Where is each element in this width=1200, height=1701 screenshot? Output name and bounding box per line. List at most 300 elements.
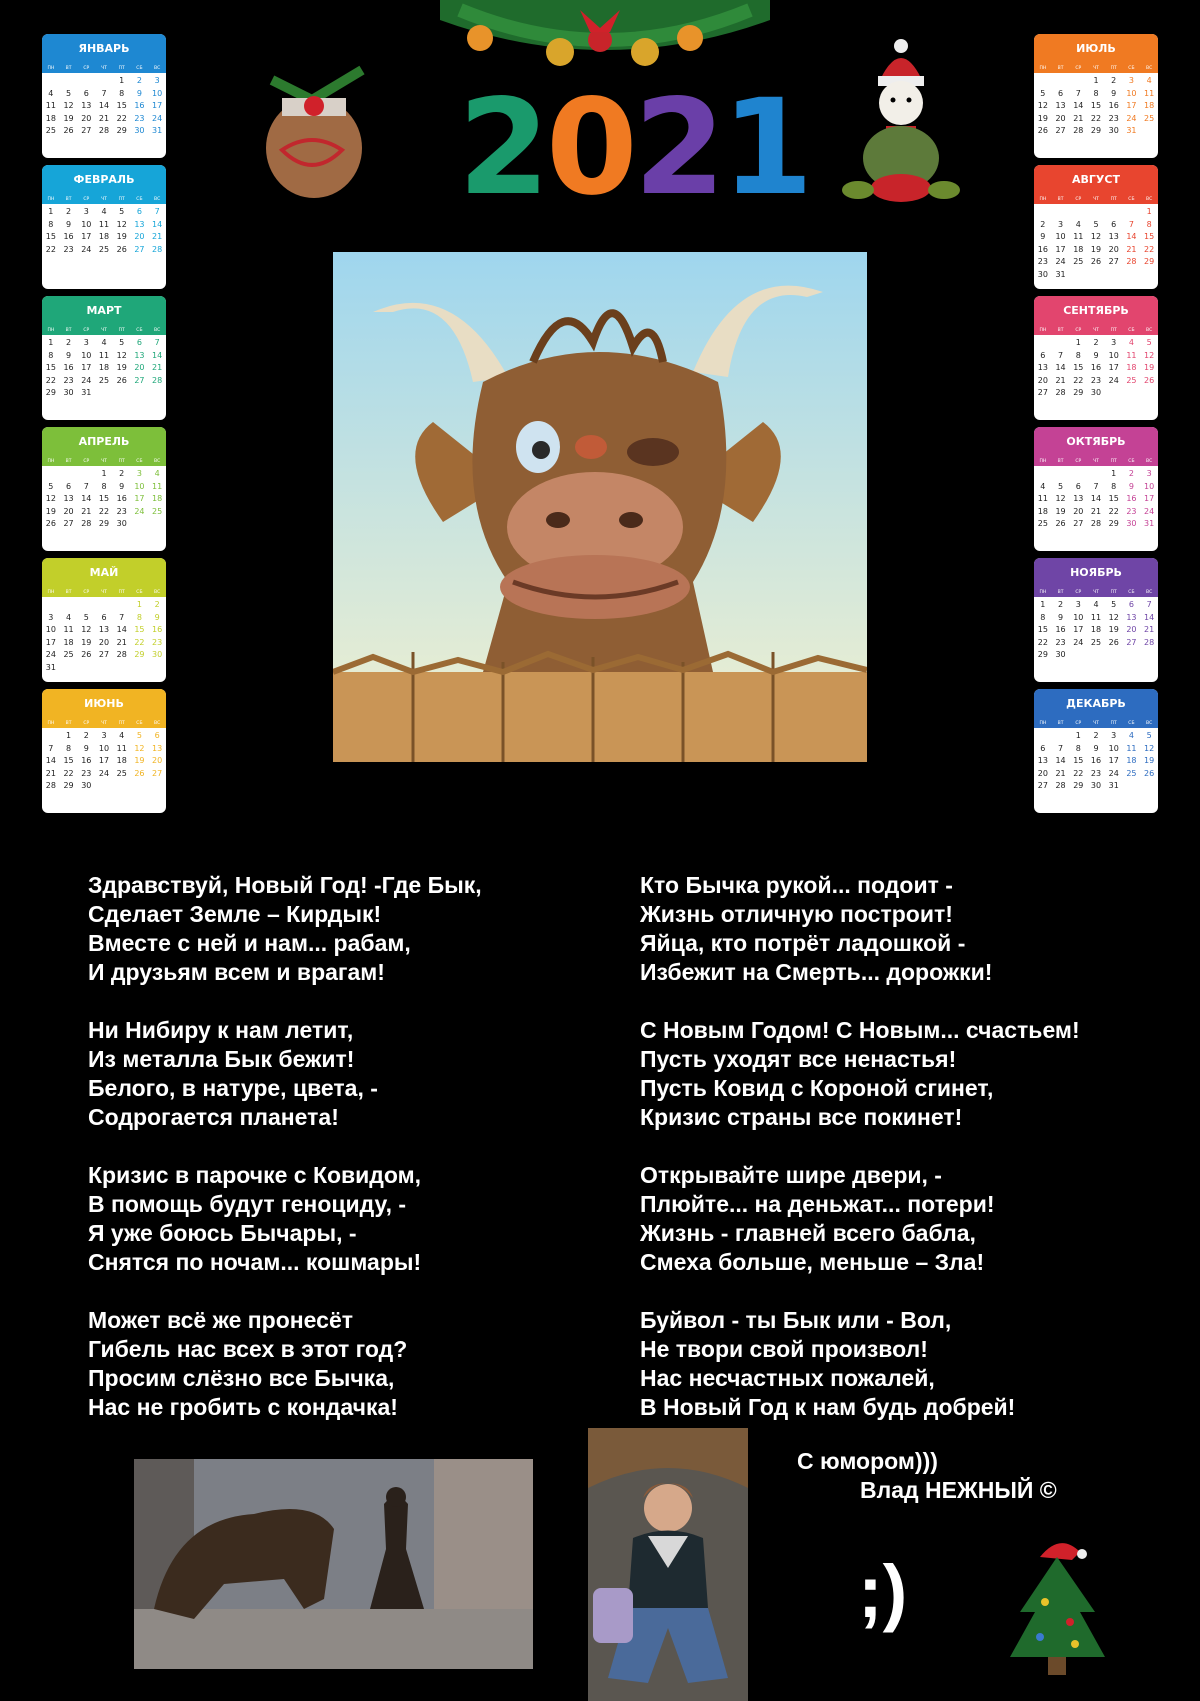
weekday-label: СР bbox=[1075, 197, 1082, 202]
day-number: 1 bbox=[48, 338, 54, 347]
day-number: 12 bbox=[1144, 743, 1155, 753]
weekday-label: СР bbox=[83, 459, 90, 464]
day-number: 13 bbox=[98, 625, 110, 634]
day-number: 7 bbox=[1075, 88, 1081, 98]
day-number: 25 bbox=[1037, 519, 1048, 528]
day-number: 30 bbox=[81, 781, 92, 790]
day-number: 29 bbox=[134, 650, 145, 659]
gift-sack-icon bbox=[252, 40, 382, 200]
day-number: 28 bbox=[1073, 126, 1084, 135]
day-number: 23 bbox=[81, 768, 92, 778]
day-number: 5 bbox=[66, 88, 72, 98]
day-number: 18 bbox=[1126, 363, 1137, 372]
day-number: 26 bbox=[1090, 257, 1102, 266]
day-number: 15 bbox=[1073, 363, 1084, 372]
day-number: 7 bbox=[154, 207, 160, 216]
weekday-row bbox=[1034, 588, 1158, 597]
calendar-month bbox=[1034, 165, 1158, 289]
day-number: 11 bbox=[1126, 350, 1137, 360]
weekday-label: ВТ bbox=[1057, 721, 1064, 726]
day-number: 17 bbox=[81, 363, 92, 372]
day-number: 21 bbox=[1126, 244, 1137, 254]
day-number: 19 bbox=[1108, 625, 1119, 634]
day-number: 26 bbox=[63, 126, 74, 135]
day-number: 25 bbox=[98, 244, 110, 254]
day-number: 21 bbox=[1055, 768, 1066, 778]
empty-day bbox=[60, 599, 78, 612]
day-number: 23 bbox=[63, 375, 74, 385]
day-number: 18 bbox=[98, 232, 110, 241]
day-number: 11 bbox=[1144, 88, 1155, 98]
empty-day bbox=[1034, 337, 1052, 350]
day-grid bbox=[42, 599, 166, 674]
weekday-label: ВТ bbox=[1057, 590, 1064, 595]
day-number: 15 bbox=[1037, 625, 1048, 634]
empty-day bbox=[1052, 468, 1070, 481]
weekday-label: СБ bbox=[1128, 328, 1135, 333]
day-number: 15 bbox=[63, 756, 74, 765]
day-number: 20 bbox=[152, 756, 163, 765]
empty-day bbox=[1069, 75, 1087, 88]
day-number: 31 bbox=[1108, 781, 1119, 790]
day-number: 20 bbox=[1055, 113, 1066, 123]
weekday-row bbox=[42, 326, 166, 335]
day-number: 13 bbox=[1037, 756, 1048, 765]
day-number: 10 bbox=[1055, 232, 1066, 241]
day-number: 8 bbox=[66, 743, 72, 753]
day-number: 17 bbox=[1144, 494, 1155, 503]
day-number: 29 bbox=[63, 781, 74, 790]
weekday-label: ВС bbox=[1146, 197, 1153, 202]
garland-decoration bbox=[440, 0, 770, 80]
day-number: 17 bbox=[98, 756, 110, 765]
day-number: 2 bbox=[83, 731, 89, 740]
day-number: 25 bbox=[45, 126, 56, 135]
day-number: 25 bbox=[1126, 768, 1137, 778]
weekday-label: ПН bbox=[47, 328, 55, 333]
calendar-month bbox=[1034, 34, 1158, 158]
weekday-label: ВС bbox=[1146, 590, 1153, 595]
day-number: 6 bbox=[154, 731, 160, 740]
month-name: НОЯБРЬ bbox=[1034, 558, 1158, 588]
empty-day bbox=[1052, 75, 1070, 88]
day-number: 4 bbox=[1040, 481, 1046, 491]
day-number: 12 bbox=[45, 494, 56, 503]
empty-day bbox=[1034, 730, 1052, 743]
weekday-label: ПН bbox=[1039, 328, 1047, 333]
day-number: 29 bbox=[1073, 781, 1084, 790]
day-number: 15 bbox=[1090, 101, 1102, 110]
day-number: 9 bbox=[1093, 350, 1099, 360]
day-number: 28 bbox=[1055, 388, 1066, 397]
day-number: 18 bbox=[1126, 756, 1137, 765]
day-number: 13 bbox=[1126, 612, 1137, 622]
calendar-month bbox=[42, 296, 166, 420]
weekday-label: СР bbox=[83, 66, 90, 71]
day-number: 21 bbox=[1144, 625, 1155, 634]
day-number: 19 bbox=[45, 506, 56, 516]
weekday-label: ВТ bbox=[65, 459, 72, 464]
day-number: 6 bbox=[66, 481, 72, 491]
day-number: 7 bbox=[1093, 481, 1099, 491]
day-number: 10 bbox=[81, 350, 92, 360]
day-number: 21 bbox=[152, 363, 163, 372]
day-number: 11 bbox=[45, 101, 56, 110]
day-number: 15 bbox=[1108, 494, 1119, 503]
day-number: 29 bbox=[116, 126, 127, 135]
weekday-row bbox=[42, 195, 166, 204]
day-number: 20 bbox=[98, 637, 110, 647]
day-number: 27 bbox=[98, 650, 110, 659]
day-number: 31 bbox=[1126, 126, 1137, 135]
weekday-label: ВТ bbox=[65, 590, 72, 595]
day-number: 6 bbox=[1128, 600, 1134, 609]
weekday-label: ПТ bbox=[118, 590, 125, 595]
day-grid bbox=[1034, 337, 1158, 400]
weekday-row bbox=[42, 588, 166, 597]
day-number: 20 bbox=[81, 113, 92, 123]
weekday-label: ВС bbox=[1146, 721, 1153, 726]
day-number: 27 bbox=[81, 126, 92, 135]
day-number: 9 bbox=[119, 481, 125, 491]
day-number: 9 bbox=[1058, 612, 1064, 622]
day-number: 12 bbox=[116, 350, 127, 360]
day-number: 27 bbox=[1073, 519, 1084, 528]
poem-left-column: Здравствуй, Новый Год! -Где Бык, Сделает Земле – Кирдык! Вместе с ней и нам... рабам, И друзьям всем и врагам! Ни Нибиру к нам летит, Из металла Бык бежит! Белого, в натуре, цвета, - Содрогается планета! Кризис в парочке с Ковидом, В помощь будут геноциду, - Я уже боюсь Бычары, - Снятся по ночам... кошмары! Может всё же пронесёт Гибель нас всех в этот год? Просим слёзно все Бычка, Нас не гробить с кондачка! bbox=[88, 872, 482, 1420]
weekday-label: СР bbox=[1075, 459, 1082, 464]
day-number: 8 bbox=[136, 612, 142, 622]
signature-humor: С юмором))) bbox=[797, 1448, 938, 1474]
day-number: 10 bbox=[1073, 612, 1084, 622]
day-number: 4 bbox=[1128, 338, 1134, 347]
day-number: 27 bbox=[134, 244, 145, 254]
day-number: 12 bbox=[1144, 350, 1155, 360]
weekday-label: СР bbox=[1075, 721, 1082, 726]
day-number: 26 bbox=[116, 244, 127, 254]
day-number: 27 bbox=[1108, 257, 1119, 266]
year-digit: 1 bbox=[721, 71, 810, 225]
day-number: 11 bbox=[1073, 232, 1084, 241]
day-number: 13 bbox=[134, 350, 145, 360]
month-name: ИЮНЬ bbox=[42, 689, 166, 719]
day-number: 8 bbox=[1075, 350, 1081, 360]
weekday-label: ПТ bbox=[118, 721, 125, 726]
weekday-label: ЧТ bbox=[101, 590, 107, 595]
weekday-row bbox=[42, 457, 166, 466]
day-number: 27 bbox=[134, 375, 145, 385]
day-number: 14 bbox=[1055, 756, 1066, 765]
weekday-label: ПТ bbox=[1110, 197, 1117, 202]
day-number: 26 bbox=[1037, 126, 1048, 135]
day-number: 24 bbox=[1126, 113, 1137, 123]
day-number: 23 bbox=[1126, 506, 1137, 516]
weekday-label: ВТ bbox=[1057, 197, 1064, 202]
empty-day bbox=[113, 599, 131, 612]
weekday-label: ЧТ bbox=[1093, 328, 1099, 333]
day-number: 4 bbox=[101, 207, 107, 216]
day-number: 13 bbox=[81, 101, 92, 110]
day-number: 17 bbox=[1108, 756, 1119, 765]
year-digit: 2 bbox=[458, 71, 546, 225]
day-number: 24 bbox=[1108, 768, 1119, 778]
day-number: 5 bbox=[83, 612, 89, 622]
day-number: 2 bbox=[154, 600, 160, 609]
day-number: 14 bbox=[1055, 363, 1066, 372]
day-number: 10 bbox=[1108, 743, 1119, 753]
day-number: 17 bbox=[134, 494, 145, 503]
day-number: 28 bbox=[81, 519, 92, 528]
day-number: 22 bbox=[1037, 637, 1048, 647]
day-number: 16 bbox=[63, 363, 74, 372]
day-number: 18 bbox=[1144, 101, 1155, 110]
weekday-label: СР bbox=[83, 197, 90, 202]
day-number: 2 bbox=[1093, 338, 1099, 347]
calendar-month bbox=[42, 165, 166, 289]
day-number: 26 bbox=[1144, 375, 1155, 385]
month-name: ДЕКАБРЬ bbox=[1034, 689, 1158, 719]
day-number: 23 bbox=[1055, 637, 1066, 647]
day-number: 23 bbox=[152, 637, 163, 647]
day-number: 22 bbox=[1108, 506, 1119, 516]
day-number: 1 bbox=[1111, 469, 1117, 478]
weekday-label: ЧТ bbox=[101, 459, 107, 464]
weekday-row bbox=[1034, 64, 1158, 73]
day-grid bbox=[1034, 730, 1158, 793]
day-number: 4 bbox=[1075, 219, 1081, 229]
day-number: 3 bbox=[1058, 219, 1064, 229]
day-number: 10 bbox=[1126, 88, 1137, 98]
day-grid bbox=[1034, 468, 1158, 531]
day-number: 4 bbox=[1146, 76, 1152, 85]
day-number: 24 bbox=[1108, 375, 1119, 385]
month-name: ЯНВАРЬ bbox=[42, 34, 166, 64]
day-number: 26 bbox=[1055, 519, 1066, 528]
day-number: 3 bbox=[1111, 338, 1117, 347]
day-number: 8 bbox=[101, 481, 107, 491]
empty-day bbox=[1052, 730, 1070, 743]
weekday-label: ЧТ bbox=[1093, 590, 1099, 595]
weekday-label: ПН bbox=[47, 197, 55, 202]
day-number: 10 bbox=[152, 88, 163, 98]
day-number: 5 bbox=[1146, 338, 1152, 347]
day-number: 25 bbox=[1090, 637, 1102, 647]
day-number: 7 bbox=[1128, 219, 1134, 229]
weekday-label: ПН bbox=[1039, 721, 1047, 726]
day-number: 10 bbox=[1144, 481, 1155, 491]
day-number: 5 bbox=[1093, 219, 1099, 229]
day-number: 8 bbox=[119, 88, 125, 98]
day-number: 21 bbox=[1090, 506, 1102, 516]
day-number: 7 bbox=[1058, 350, 1064, 360]
day-number: 12 bbox=[134, 743, 145, 753]
weekday-label: ПН bbox=[1039, 590, 1047, 595]
day-number: 24 bbox=[81, 375, 92, 385]
day-number: 9 bbox=[83, 743, 89, 753]
weekday-label: ПТ bbox=[1110, 721, 1117, 726]
day-number: 13 bbox=[1073, 494, 1084, 503]
day-number: 31 bbox=[81, 388, 92, 397]
day-number: 1 bbox=[48, 207, 54, 216]
day-number: 23 bbox=[1108, 113, 1119, 123]
month-name: ОКТЯБРЬ bbox=[1034, 427, 1158, 457]
winking-smiley: ;) bbox=[858, 1550, 908, 1633]
day-number: 6 bbox=[1040, 743, 1046, 753]
day-number: 5 bbox=[48, 481, 54, 491]
year-digit: 2 bbox=[633, 71, 722, 225]
day-number: 19 bbox=[63, 113, 74, 123]
day-number: 8 bbox=[48, 219, 54, 229]
day-number: 2 bbox=[119, 469, 125, 478]
day-grid bbox=[1034, 75, 1158, 138]
day-number: 2 bbox=[1040, 219, 1046, 229]
day-number: 30 bbox=[134, 126, 145, 135]
weekday-label: СБ bbox=[1128, 459, 1135, 464]
day-number: 15 bbox=[45, 363, 56, 372]
day-number: 26 bbox=[1108, 637, 1119, 647]
day-number: 29 bbox=[1108, 519, 1119, 528]
day-number: 29 bbox=[1090, 126, 1102, 135]
day-number: 12 bbox=[63, 101, 74, 110]
weekday-label: ПН bbox=[1039, 66, 1047, 71]
weekday-label: ВТ bbox=[65, 328, 72, 333]
day-number: 18 bbox=[63, 637, 74, 647]
day-number: 20 bbox=[1126, 625, 1137, 634]
day-number: 24 bbox=[152, 113, 163, 123]
day-number: 22 bbox=[116, 113, 127, 123]
weekday-row bbox=[1034, 457, 1158, 466]
day-number: 26 bbox=[1144, 768, 1155, 778]
day-number: 13 bbox=[1055, 101, 1066, 110]
day-number: 25 bbox=[98, 375, 110, 385]
day-number: 12 bbox=[1055, 494, 1066, 503]
day-number: 14 bbox=[1126, 232, 1137, 241]
weekday-label: СБ bbox=[1128, 197, 1135, 202]
day-number: 19 bbox=[81, 637, 92, 647]
day-number: 26 bbox=[116, 375, 127, 385]
day-number: 19 bbox=[1037, 113, 1048, 123]
weekday-label: СБ bbox=[136, 459, 143, 464]
day-number: 9 bbox=[1128, 481, 1134, 491]
day-number: 27 bbox=[152, 768, 163, 778]
day-number: 14 bbox=[116, 625, 127, 634]
day-number: 28 bbox=[152, 375, 163, 385]
day-number: 30 bbox=[1126, 519, 1137, 528]
empty-day bbox=[1034, 206, 1052, 219]
weekday-label: СБ bbox=[136, 197, 143, 202]
day-number: 3 bbox=[101, 731, 107, 740]
weekday-label: СР bbox=[83, 721, 90, 726]
day-number: 21 bbox=[1055, 375, 1066, 385]
day-number: 31 bbox=[152, 126, 163, 135]
weekday-label: ПН bbox=[47, 66, 55, 71]
day-number: 3 bbox=[136, 469, 142, 478]
day-number: 2 bbox=[1093, 731, 1099, 740]
month-name: ИЮЛЬ bbox=[1034, 34, 1158, 64]
weekday-label: СР bbox=[83, 328, 90, 333]
day-number: 15 bbox=[134, 625, 145, 634]
day-number: 2 bbox=[1128, 469, 1134, 478]
day-number: 12 bbox=[1037, 101, 1048, 110]
weekday-label: СР bbox=[1075, 328, 1082, 333]
day-number: 21 bbox=[1073, 113, 1084, 123]
day-number: 6 bbox=[83, 88, 89, 98]
empty-day bbox=[1052, 206, 1070, 219]
day-number: 23 bbox=[1090, 375, 1102, 385]
weekday-label: ПТ bbox=[1110, 66, 1117, 71]
weekday-label: ВТ bbox=[1057, 328, 1064, 333]
weekday-label: ПТ bbox=[118, 66, 125, 71]
day-number: 14 bbox=[81, 494, 92, 503]
day-number: 18 bbox=[1037, 506, 1048, 516]
day-number: 7 bbox=[48, 743, 54, 753]
day-number: 22 bbox=[134, 637, 145, 647]
day-number: 11 bbox=[116, 743, 127, 753]
day-number: 20 bbox=[1073, 506, 1084, 516]
empty-day bbox=[1034, 75, 1052, 88]
day-number: 30 bbox=[152, 650, 163, 659]
day-number: 19 bbox=[1144, 756, 1155, 765]
bull-illustration bbox=[333, 252, 867, 762]
day-number: 1 bbox=[136, 600, 142, 609]
day-number: 15 bbox=[98, 494, 110, 503]
day-number: 25 bbox=[63, 650, 74, 659]
day-number: 18 bbox=[1090, 625, 1102, 634]
day-number: 3 bbox=[154, 76, 160, 85]
signature-author: Влад НЕЖНЫЙ © bbox=[860, 1477, 1057, 1503]
day-number: 16 bbox=[1090, 363, 1102, 372]
snowman-icon bbox=[836, 38, 966, 208]
empty-day bbox=[1087, 206, 1105, 219]
day-number: 19 bbox=[1144, 363, 1155, 372]
day-number: 25 bbox=[1126, 375, 1137, 385]
month-name: ФЕВРАЛЬ bbox=[42, 165, 166, 195]
day-number: 1 bbox=[1040, 600, 1046, 609]
weekday-label: ПТ bbox=[118, 459, 125, 464]
weekday-label: ВТ bbox=[65, 721, 72, 726]
day-number: 19 bbox=[1090, 244, 1102, 254]
weekday-label: ВС bbox=[1146, 328, 1153, 333]
empty-day bbox=[1087, 468, 1105, 481]
day-grid bbox=[42, 206, 166, 256]
day-number: 14 bbox=[1073, 101, 1084, 110]
day-number: 9 bbox=[66, 219, 72, 229]
day-number: 5 bbox=[136, 731, 142, 740]
day-number: 16 bbox=[134, 101, 145, 110]
day-number: 8 bbox=[1040, 612, 1046, 622]
day-number: 17 bbox=[152, 101, 163, 110]
day-number: 19 bbox=[116, 232, 127, 241]
day-number: 3 bbox=[1111, 731, 1117, 740]
empty-day bbox=[77, 468, 95, 481]
day-number: 16 bbox=[1037, 244, 1048, 254]
day-number: 5 bbox=[1111, 600, 1117, 609]
day-number: 20 bbox=[134, 363, 145, 372]
day-number: 26 bbox=[45, 519, 56, 528]
month-name: МАРТ bbox=[42, 296, 166, 326]
day-number: 25 bbox=[152, 506, 163, 516]
day-number: 12 bbox=[1090, 232, 1102, 241]
day-number: 2 bbox=[136, 76, 142, 85]
day-number: 16 bbox=[1126, 494, 1137, 503]
day-number: 8 bbox=[1093, 88, 1099, 98]
month-name: МАЙ bbox=[42, 558, 166, 588]
day-number: 3 bbox=[83, 338, 89, 347]
empty-day bbox=[1105, 206, 1123, 219]
day-number: 9 bbox=[1093, 743, 1099, 753]
day-number: 12 bbox=[81, 625, 92, 634]
day-number: 4 bbox=[1093, 600, 1099, 609]
day-number: 21 bbox=[152, 232, 163, 241]
